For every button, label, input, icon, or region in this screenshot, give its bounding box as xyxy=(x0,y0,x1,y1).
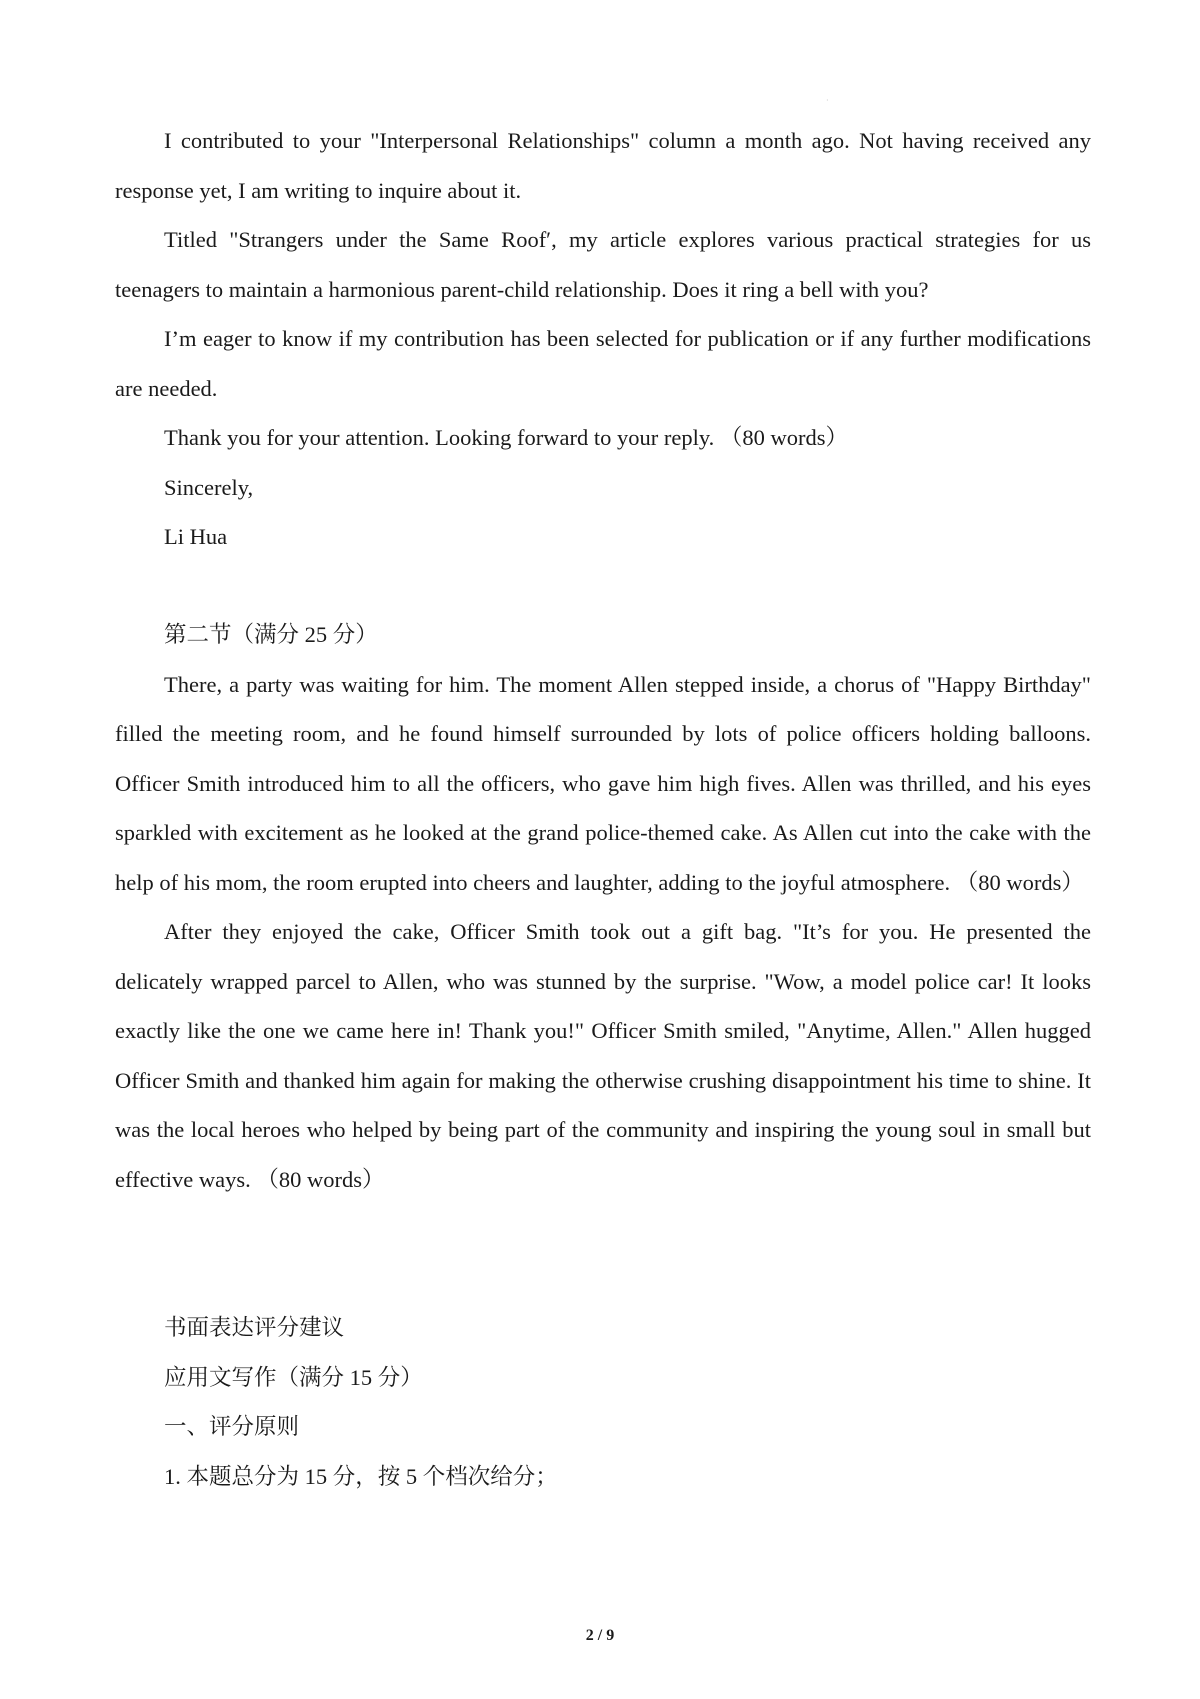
letter-paragraph-3: I’m eager to know if my contribution has been selected for publication or if any further modifications are needed. xyxy=(115,326,1097,401)
scoring-subtitle: 应用文写作（满分 15 分） xyxy=(164,1364,423,1390)
letter-closing: Sincerely, xyxy=(164,474,254,500)
letter-body xyxy=(115,116,1097,562)
scoring-title: 书面表达评分建议 xyxy=(164,1315,345,1340)
page-number: 2 / 9 xyxy=(585,1627,615,1644)
section-two-paragraph-1: There, a party was waiting for him. The moment Allen stepped inside, a chorus of "Happy Birthday" filled the meeting room, and he found himself surrounded by lots of police officers holding balloons. Officer Smith introduced him to all the officers, who gave him high fives. Allen was thrilled, and his eyes sparkled with excitement as he looked at the grand police-themed cake. As Allen cut into the cake with the help of his mom, the room erupted into cheers and laughter, adding to the joyful atmosphere. （80 words） xyxy=(115,671,1097,895)
scoring-principle-heading: 一、评分原则 xyxy=(164,1414,300,1439)
scan-dot: · xyxy=(826,96,829,105)
scoring-item-1: 1. 本题总分为 15 分，按 5 个档次给分； xyxy=(164,1463,558,1489)
section-two-paragraph-2: After they enjoyed the cake, Officer Smith took out a gift bag. "It’s for you. He presented the delicately wrapped parcel to Allen, who was stunned by the surprise. "Wow, a model police car! It looks exactly like the one we came here in! Thank you!" Officer Smith smiled, "Anytime, Allen." Allen hugged Officer Smith and thanked him again for making the otherwise crushing disappointment his time to shine. It was the local heroes who helped by being part of the community and inspiring the young soul in small but effective ways. （80 words） xyxy=(115,919,1097,1192)
letter-paragraph-1: I contributed to your "Interpersonal Relationships" column a month ago. Not having received any response yet, I am writing to inquire about it. xyxy=(115,128,1097,203)
letter-paragraph-2: Titled "Strangers under the Same Roof′, my article explores various practical strategies for us teenagers to maintain a harmonious parent-child relationship. Does it ring a bell with you? xyxy=(115,227,1097,302)
letter-paragraph-4: Thank you for your attention. Looking forward to your reply. （80 words） xyxy=(164,425,849,450)
section-two-heading: 第二节（满分 25 分） xyxy=(164,622,378,647)
section-two xyxy=(115,610,1097,1204)
letter-signature: Li Hua xyxy=(164,524,228,549)
scoring-section xyxy=(115,1303,1091,1501)
